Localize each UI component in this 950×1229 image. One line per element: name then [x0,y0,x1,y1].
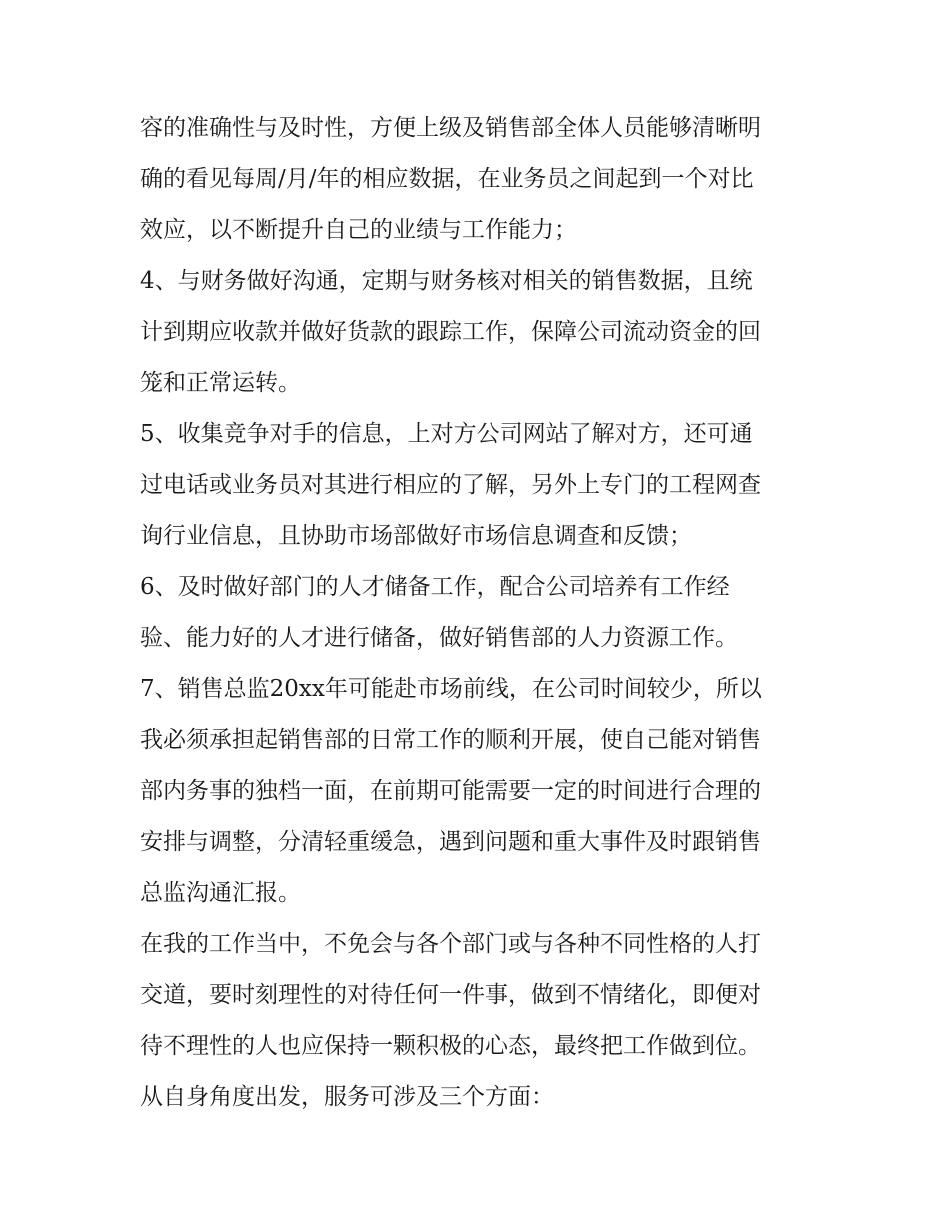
text-line: 7、销售总监20xx年可能赴市场前线，在公司时间较少，所以 [140,676,762,702]
text-line: 确的看见每周/月/年的相应数据，在业务员之间起到一个对比 [140,166,754,192]
text-line: 在我的工作当中，不免会与各个部门或与各种不同性格的人打 [140,931,761,957]
text-line: 我必须承担起销售部的日常工作的顺利开展，使自己能对销售 [140,727,761,753]
text-line: 总监沟通汇报。 [140,880,301,906]
text-line: 6、及时做好部门的人才储备工作，配合公司培养有工作经 [140,574,730,600]
text-line: 过电话或业务员对其进行相应的了解，另外上专门的工程网查 [140,472,761,498]
text-line: 部内务事的独档一面，在前期可能需要一定的时间进行合理的 [140,778,761,804]
text-line: 笼和正常运转。 [140,370,301,396]
text-line: 交道，要时刻理性的对待任何一件事，做到不情绪化，即便对 [140,982,761,1008]
text-line: 验、能力好的人才进行储备，做好销售部的人力资源工作。 [140,625,738,651]
document-body [140,103,820,1123]
text-line: 5、收集竞争对手的信息，上对方公司网站了解对方，还可通 [140,421,753,447]
text-line: 询行业信息，且协助市场部做好市场信息调查和反馈； [140,523,692,549]
text-line: 效应，以不断提升自己的业绩与工作能力； [140,217,577,243]
text-line: 待不理性的人也应保持一颗积极的心态，最终把工作做到位。 [140,1033,761,1059]
text-line: 计到期应收款并做好货款的跟踪工作，保障公司流动资金的回 [140,319,761,345]
text-line: 容的准确性与及时性，方便上级及销售部全体人员能够清晰明 [140,115,761,141]
text-line: 4、与财务做好沟通，定期与财务核对相关的销售数据，且统 [140,268,753,294]
text-line: 安排与调整，分清轻重缓急，遇到问题和重大事件及时跟销售 [140,829,761,855]
text-line: 从自身角度出发，服务可涉及三个方面： [140,1084,554,1110]
